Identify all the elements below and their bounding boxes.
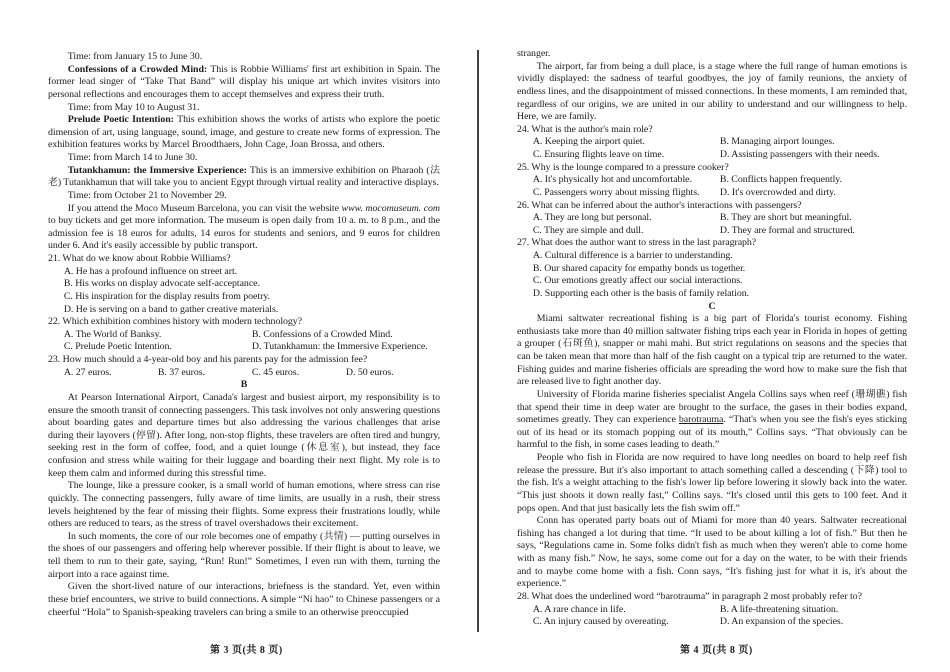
section-heading: C <box>708 300 716 312</box>
question-stem: 28. What does the underlined word “barotrauma” in paragraph 2 most probably refer to? <box>517 590 862 602</box>
page-number-4: 第 4 页(共 8 页) <box>680 645 753 656</box>
bold-title: Prelude Poetic Intention: <box>67 114 178 126</box>
paragraph-text: This is Robbie Williams' first art exhibition in Spain. The former lead singer of “Take That Band” will display his unique art which invites visitors into personal reflections and encourages them to accept themselves and express their truth. <box>48 63 440 100</box>
answer-option: A. Cultural difference is a barrier to understanding. <box>532 250 733 261</box>
answer-options <box>48 329 440 354</box>
column-divider <box>477 50 479 632</box>
underlined-word: barotrauma <box>678 414 724 426</box>
paragraph-text: University of Florida marine fisheries specialist Angela Collins says when reef (珊瑚礁) fish that spend their time in deep water are brought to the surface, the gases in their bodies expand, sometimes greatly. They can experience <box>517 388 907 426</box>
answer-option: D. Supporting each other is the basis of family relation. <box>532 287 750 299</box>
passage-paragraph <box>48 203 440 254</box>
answer-option: D. Assisting passengers with their needs. <box>719 149 880 160</box>
answer-option: C. Ensuring flights leave on time. <box>532 149 665 160</box>
question-stem: 24. What is the author's main role? <box>517 123 653 135</box>
passage-paragraph <box>517 452 907 515</box>
question-stem: 25. Why is the lounge compared to a pressure cooker? <box>517 161 729 173</box>
answer-options <box>48 367 440 380</box>
passage-paragraph <box>48 165 440 190</box>
paragraph-text: Miami saltwater recreational fishing is a big part of Florida's tourist economy. Fishing enthusiasts take more than 40 million saltwater fishing trips each year in Florida in hopes of getting a grouper (石斑鱼), snapper or mahi mahi. But strict regulations on seasons and the species that can be taken mean that more than half of the fish caught on a typical trip are returned to the water. Fishing guides and marine fisheries officials are spreading the word how to make sure the fish that are released live to fight another day. <box>517 313 907 388</box>
page-3-column <box>48 51 440 619</box>
paragraph-text: This is an immersive exhibition on Pharaoh (法老) Tutankhamun that will take you to ancient Egypt through virtual reality and interactive displays. <box>48 164 440 189</box>
paragraph-text: This exhibition shows the works of artists who explore the poetic dimension of art, using language, sound, image, and gesture to create new forms of expression. The exhibition features works by Marcel Broodthaers, John Cage, Joan Brossa, and others. <box>48 114 440 151</box>
answer-option: B. 37 euros. <box>157 366 205 378</box>
paragraph-text: Given the short-lived nature of our interactions, briefness is the standard. Yet, even within these brief encounters, we strive to build connections. A simple “Ni hao” to Chinese passengers or a cheerful “Hola” to Spanish-speaking travelers can bring a smile to an otherwise preoccupied <box>48 581 440 618</box>
answer-option: C. An injury caused by overeating. <box>532 616 669 628</box>
answer-option: C. Our emotions greatly affect our social interactions. <box>532 275 743 287</box>
page-4-column <box>517 48 907 629</box>
paragraph-text: The airport, far from being a dull place, is a stage where the full range of human emotions is vividly displayed: the sadness of tearful goodbyes, the joy of family reunions, the anxiety of endless lines, and the disappointment of missed connections. In these moments, I am reminded that, regardless of our origins, we are united in our ability to understand and our willingness to help. Here, we are family. <box>517 60 907 123</box>
answer-option: D. It's overcrowded and dirty. <box>719 186 836 198</box>
bold-title: Confessions of a Crowded Mind: <box>67 63 211 75</box>
passage-paragraph <box>48 581 440 619</box>
answer-option: D. He is serving on a band to gather creative materials. <box>63 303 279 315</box>
paragraph-text: Conn has operated party boats out of Miami for more than 40 years. Saltwater recreational fishing has changed a lot during that time. “It used to be about killing a lot of fish.” But then he says, “Regulations came in. Some folks didn't fish as much when they weren't able to come home with as many fish.” Now, he says, some come out for a day on the water, to be with their friends and to maybe come home with a fish. Conn says, “It's fishing just for what it is, it's about the experience.” <box>517 515 907 590</box>
answer-option: B. Confessions of a Crowded Mind. <box>251 328 393 340</box>
website-link: www. mocomuseum. com <box>341 202 440 214</box>
passage-paragraph <box>48 480 440 531</box>
question-stem: 21. What do we know about Robbie Williams? <box>48 253 231 264</box>
answer-option: D. An expansion of the species. <box>719 616 844 628</box>
question-stem: 27. What does the author want to stress in the last paragraph? <box>517 237 757 249</box>
answer-option: C. His inspiration for the display results from poetry. <box>63 290 270 302</box>
exhibition-time: Time: from May 10 to August 31. <box>67 101 200 113</box>
answer-option: A. Keeping the airport quiet. <box>532 136 645 148</box>
exhibition-time: Time: from October 21 to November 29. <box>67 189 227 201</box>
question-stem: 26. What can be inferred about the author's interactions with passengers? <box>517 199 802 211</box>
paragraph-text: People who fish in Florida are now required to have long needles on board to help reef fish release the pressure. But it's also important to attach something called a descending (下降) tool to the fish. It's a weight attaching to the fish's lower lip before lowering it slowly back into the water. “This just shoots it down really fast,” Collins says. “It's closed until this gets to 100 feet. And it pops open. And that just basically lets the fish swim off.” <box>517 452 907 514</box>
answer-option: D. 50 euros. <box>345 366 394 378</box>
exhibition-time: Time: from January 15 to June 30. <box>67 51 203 62</box>
bold-title: Tutankhamun: the Immersive Experience: <box>67 164 250 176</box>
answer-option: B. Managing airport lounges. <box>719 136 835 148</box>
answer-option: B. A life-threatening situation. <box>719 603 839 615</box>
paragraph-text: stranger. <box>517 48 551 59</box>
question-stem: 22. Which exhibition combines history with modern technology? <box>48 316 303 328</box>
answer-option: B. His works on display advocate self-acceptance. <box>63 278 260 290</box>
answer-options <box>517 174 907 199</box>
question-stem: 23. How much should a 4-year-old boy and his parents pay for the admission fee? <box>48 354 368 365</box>
answer-option: D. They are formal and structured. <box>719 224 855 236</box>
answer-options <box>517 250 907 301</box>
answer-option: A. The World of Banksy. <box>63 328 162 340</box>
paragraph-text: The lounge, like a pressure cooker, is a small world of human emotions, where stress can rise quickly. The connecting passengers, fully aware of time limits, are usually in a rush, their stress levels heightened by the fear of missing their flights. Some express their frustrations loudly, while others are reduced to tears, as the stress of travel overshadows their excitement. <box>48 480 440 530</box>
answer-option: A. He has a profound influence on street art. <box>63 265 238 277</box>
answer-options <box>48 266 440 317</box>
passage-paragraph <box>517 313 907 389</box>
answer-option: B. They are short but meaningful. <box>719 212 852 224</box>
exhibition-time: Time: from March 14 to June 30. <box>67 152 198 163</box>
answer-options <box>517 136 907 161</box>
answer-option: A. They are long but personal. <box>532 212 652 224</box>
answer-options <box>517 604 907 629</box>
section-heading: B <box>240 379 248 391</box>
answer-option: C. They are simple and dull. <box>532 224 644 236</box>
page-number-3: 第 3 页(共 8 页) <box>210 645 283 656</box>
answer-option: B. Our shared capacity for empathy bonds us together. <box>532 262 746 274</box>
passage-paragraph <box>48 392 440 480</box>
passage-paragraph <box>48 114 440 152</box>
paragraph-text: In such moments, the core of our role becomes one of empathy (共情) — putting ourselves in the shoes of our passengers and offering help wherever possible. If their flight is about to leave, we tell them to run to their gate, saying, “Run! Run!” Sometimes, I even run with them, turning the airport into a race against time. <box>48 530 440 580</box>
answer-options <box>517 212 907 237</box>
paragraph-text: If you attend the Moco Museum Barcelona, you can visit the website <box>67 202 342 214</box>
answer-option: A. 27 euros. <box>63 366 112 378</box>
answer-option: C. Prelude Poetic Intention. <box>63 341 172 353</box>
answer-option: C. 45 euros. <box>251 366 300 378</box>
passage-paragraph <box>517 515 907 591</box>
passage-paragraph <box>517 389 907 452</box>
answer-option: C. Passengers worry about missing flights. <box>532 186 700 198</box>
passage-paragraph <box>517 48 907 61</box>
answer-option: A. It's physically hot and uncomfortable. <box>532 174 692 186</box>
answer-option: B. Conflicts happen frequently. <box>719 174 842 186</box>
passage-paragraph <box>517 61 907 124</box>
paragraph-text: . “That's when you see the fish's eyes sticking out of its head or its stomach popping out of its mouth,” Collins says. “That obviously can be harmful to the fish, in some cases leading to death.” <box>517 414 907 451</box>
paragraph-text: to buy tickets and get more information. The museum is open daily from 10 a. m. to 8 p.m., and the admission fee is 18 euros for adults, 14 euros for students and seniors, and 9 euros for children under 6. And it's easily accessible by public transport. <box>48 215 440 252</box>
answer-option: A. A rare chance in life. <box>532 603 626 615</box>
paragraph-text: At Pearson International Airport, Canada's largest and busiest airport, my responsibility is to ensure the smooth transit of connecting passengers. This task involves not only answering questions about boarding gates and departure times but also addressing the various challenges that arise during their layovers (停留). After long, non-stop flights, these travelers are often tired and hungry, seeking rest in the form of coffee, food, and a quiet lounge (休息室), but instead, they face confusion and stress while waiting for their luggage and boarding their next flight. My role is to keep them calm and informed during this stressful time. <box>48 391 440 479</box>
answer-option: D. Tutankhamun: the Immersive Experience. <box>251 341 428 353</box>
passage-paragraph <box>48 64 440 102</box>
passage-paragraph <box>48 531 440 582</box>
